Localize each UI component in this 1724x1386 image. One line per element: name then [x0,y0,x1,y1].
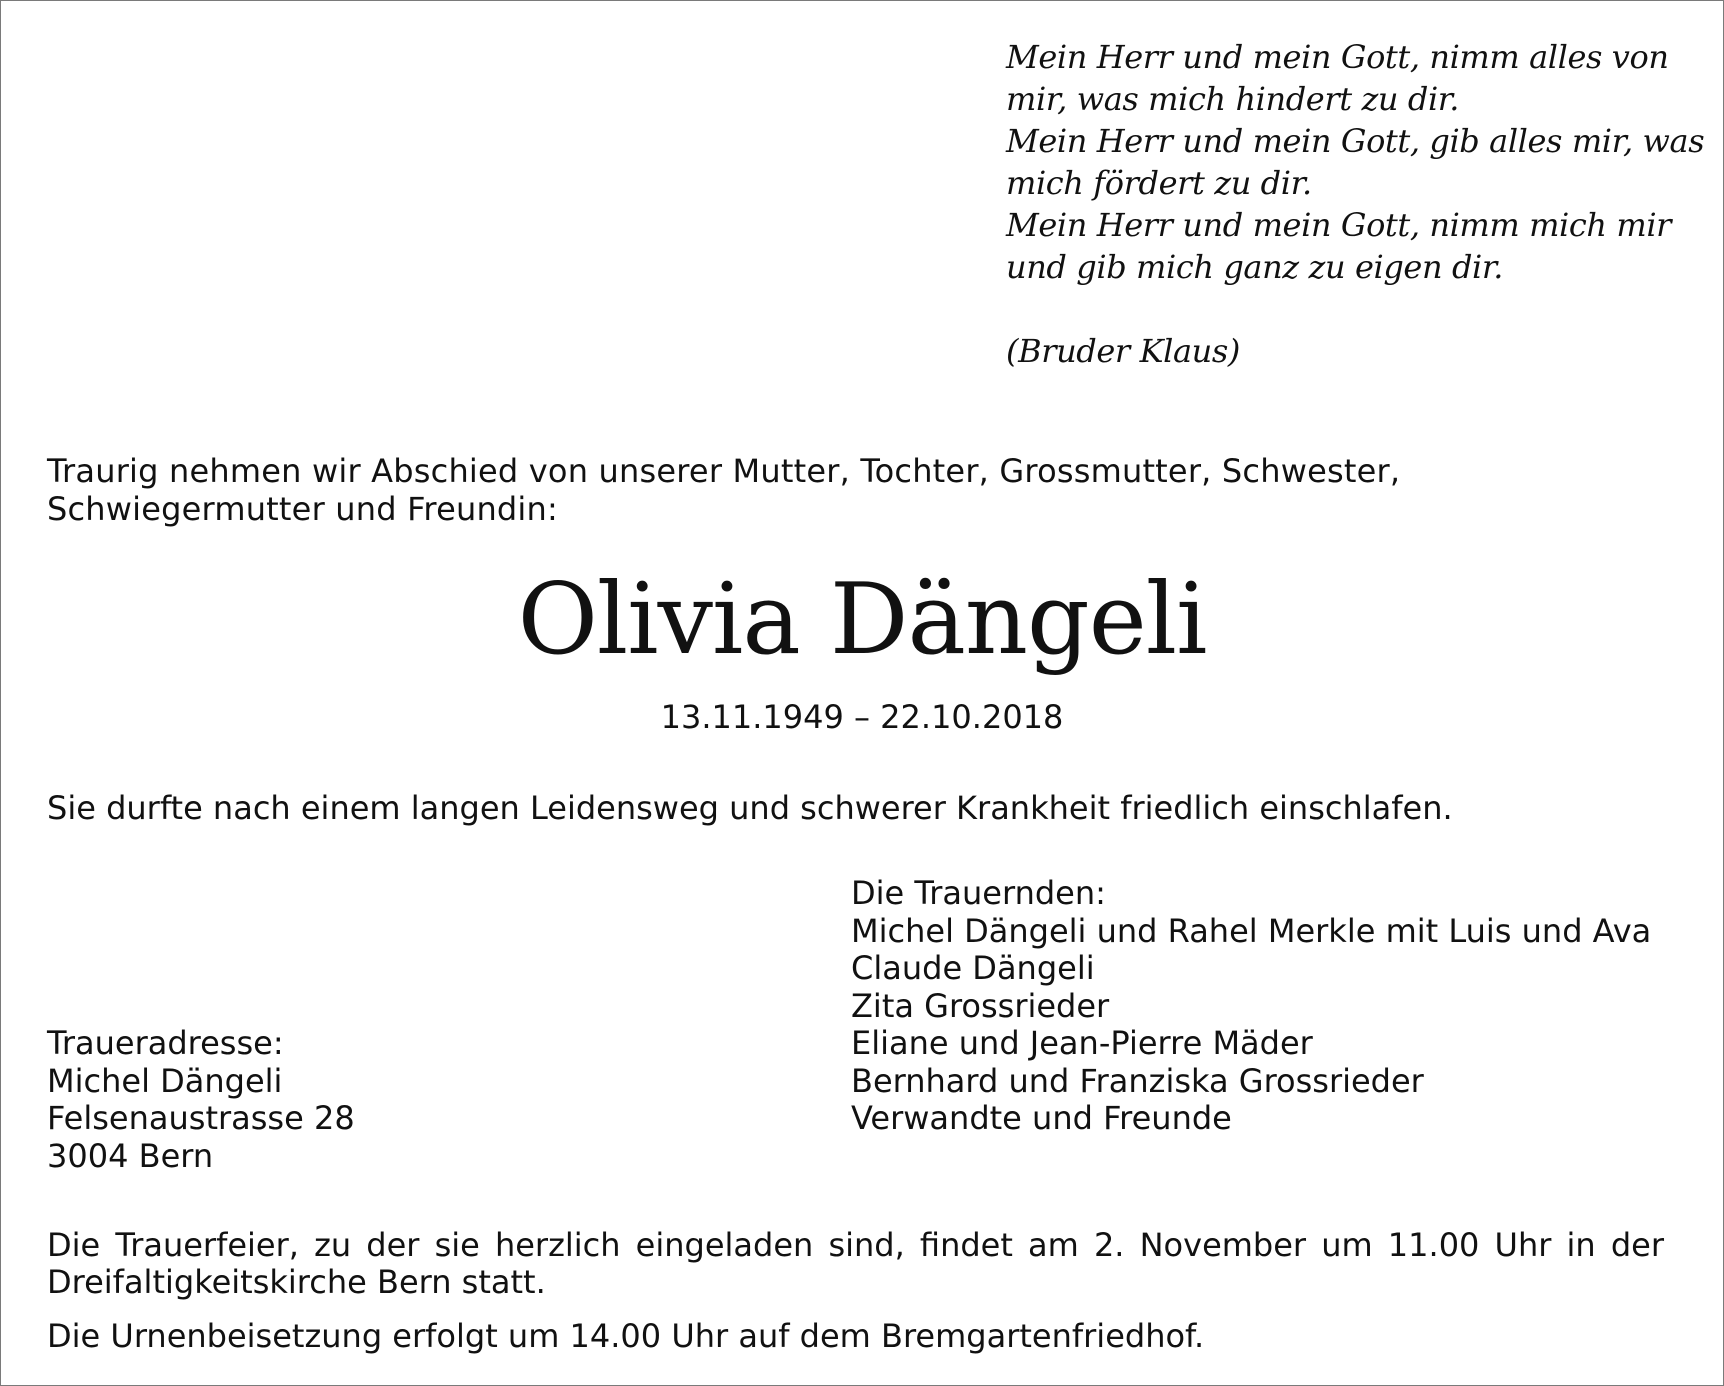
mourner-entry: Claude Dängeli [851,949,1095,987]
ceremony-text: Die Trauerfeier, zu der sie herzlich eingeladen sind, findet am 2. November um 11.00 Uhr in der Dreifaltigkeitskirche Bern statt. [47,1226,1664,1301]
intro-line: Traurig nehmen wir Abschied von unserer Mutter, Tochter, Grossmutter, Schwester, [47,452,1401,490]
mourner-entry: Verwandte und Freunde [851,1099,1232,1137]
poem-line: Mein Herr und mein Gott, gib alles mir, was [1006,122,1705,160]
deceased-name: Olivia Dängeli [517,563,1207,677]
mourner-entry: Bernhard und Franziska Grossrieder [851,1061,1424,1100]
mourners-heading: Die Trauernden: [851,874,1106,912]
life-dates: 13.11.1949 – 22.10.2018 [660,698,1064,736]
mourners-list [851,875,1651,1138]
address-line: Felsenaustrasse 28 [47,1099,355,1137]
poem [1006,36,1705,372]
intro-line: Schwiegermutter und Freundin: [47,490,558,528]
mourner-entry: Eliane und Jean-Pierre Mäder [851,1024,1313,1062]
passed-text: Sie durfte nach einem langen Leidensweg und schwerer Krankheit friedlich einschlafen. [47,789,1453,827]
address-line: 3004 Bern [47,1136,214,1175]
poem-line: mir, was mich hindert zu dir. [1006,80,1459,118]
address-line: Michel Dängeli [47,1061,283,1100]
poem-line: Mein Herr und mein Gott, nimm alles von [1006,38,1669,76]
poem-line: und gib mich ganz zu eigen dir. [1006,248,1504,286]
poem-author: (Bruder Klaus) [1006,332,1240,370]
poem-line: Mein Herr und mein Gott, nimm mich mir [1006,206,1672,244]
intro-text [47,452,1400,528]
poem-line: mich fördert zu dir. [1006,164,1312,202]
mourner-entry: Michel Dängeli und Rahel Merkle mit Luis und Ava [851,911,1652,950]
address-heading: Traueradresse: [47,1024,284,1062]
mourner-entry: Zita Grossrieder [851,986,1110,1025]
mourning-address [47,1025,355,1175]
burial-text: Die Urnenbeisetzung erfolgt um 14.00 Uhr auf dem Bremgartenfriedhof. [47,1317,1205,1355]
